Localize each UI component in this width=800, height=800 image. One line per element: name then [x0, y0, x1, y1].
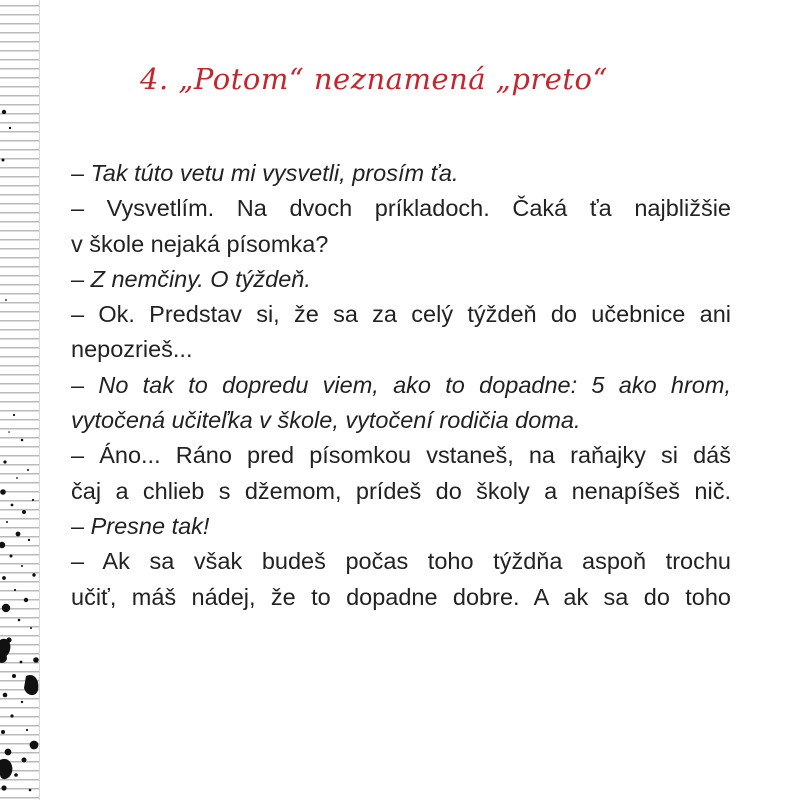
text-line: čaj a chlieb s džemom, prídeš do školy a nenapíšeš nič. [71, 477, 731, 504]
text-line: v škole nejaká písomka? [71, 230, 329, 257]
text-line: – Áno... Ráno pred písomkou vstaneš, na raňajky si dáš [71, 442, 731, 469]
text-line: – Tak túto vetu mi vysvetli, prosím ťa. [71, 160, 459, 186]
text-line: vytočená učiteľka v škole, vytočení rodičia doma. [71, 407, 581, 434]
text-line: – Presne tak! [71, 512, 210, 539]
text-line: – Vysvetlím. Na dvoch príkladoch. Čaká ťa najbližšie [71, 195, 731, 222]
text-line: – Ak sa však budeš počas toho týždňa aspoň trochu [71, 548, 731, 575]
text-line: – Ok. Predstav si, že sa za celý týždeň do učebnice ani [71, 301, 731, 328]
text-line: – No tak to dopredu viem, ako to dopadne: 5 ako hrom, [71, 371, 731, 398]
text-line: – Z nemčiny. O týždeň. [71, 265, 311, 292]
text-line: nepozrieš... [71, 336, 193, 363]
ink-splatter-decoration [0, 0, 40, 800]
body-text [71, 156, 731, 615]
chapter-heading: 4. „Potom“ neznamená „preto“ [140, 62, 608, 96]
text-line: učiť, máš nádej, že to dopadne dobre. A ak sa do toho [71, 583, 731, 610]
